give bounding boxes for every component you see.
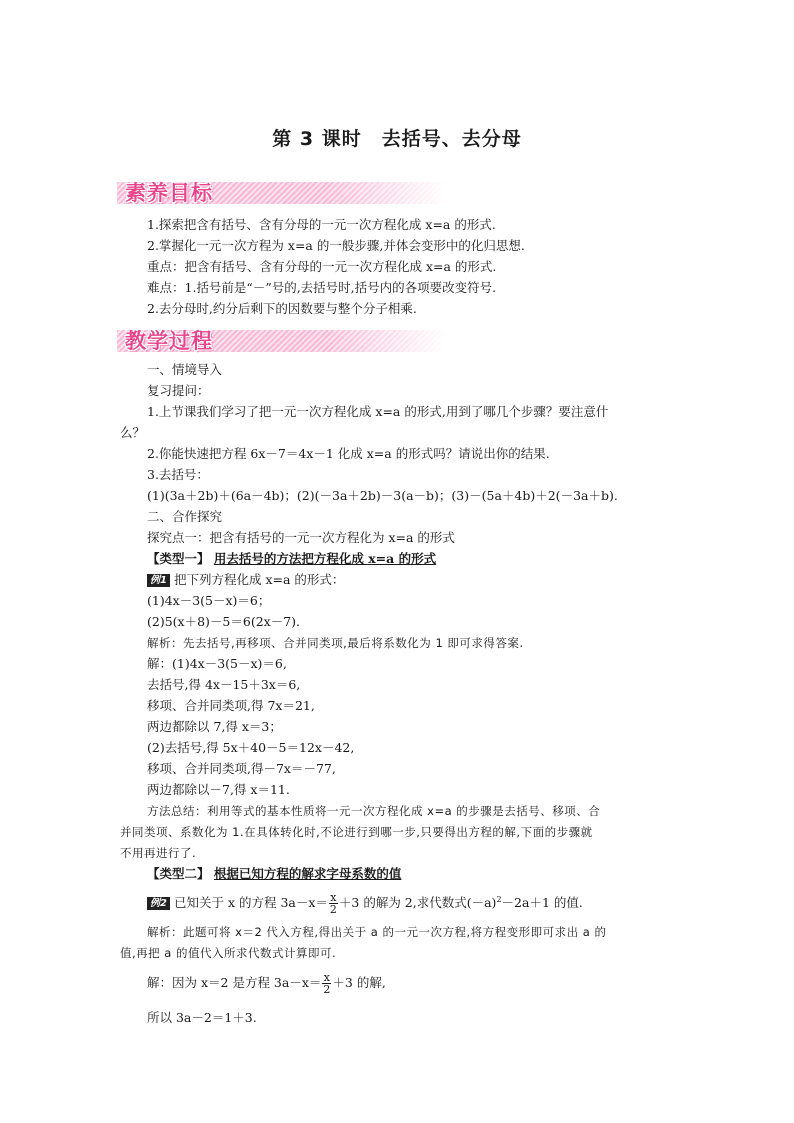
example-1-eq-2: (2)5(x＋8)－5＝6(2x－7). [147, 614, 301, 629]
example-1 [147, 572, 344, 588]
key-point: 重点：把含有括号、含有分母的一元一次方程化成 x=a 的形式. [147, 259, 497, 274]
intro-heading: 一、情境导入 [147, 362, 223, 377]
example-1-tag: 例1 [147, 574, 170, 587]
solution-2-fraction [322, 972, 331, 995]
process-banner-label: 教学过程 [125, 329, 213, 353]
type-1-title: 用去括号的方法把方程化成 x=a 的形式 [213, 551, 437, 566]
question-2: 2.你能快速把方程 6x－7＝4x－1 化成 x=a 的形式吗？请说出你的结果. [147, 446, 550, 461]
fraction-numerator: x [330, 891, 337, 905]
question-1: 1.上节课我们学习了把一元一次方程化成 x=a 的形式,用到了哪几个步骤？要注意什 [147, 404, 609, 419]
example-2-tail: －2a＋1 的值. [501, 895, 583, 911]
page-title: 第 3 课时 去括号、去分母 [272, 128, 522, 150]
difficulty-1: 难点：1.括号前是“－”号的,去括号时,括号内的各项要改变符号. [147, 280, 497, 295]
example-1-text: 把下列方程化成 x=a 的形式： [173, 572, 345, 587]
type-1-tag: 【类型一】 [147, 551, 210, 566]
difficulty-2: 2.去分母时,约分后剩下的因数要与整个分子相乘. [147, 301, 417, 316]
type-2-heading [147, 866, 401, 882]
exponent: 2 [496, 895, 502, 904]
example-2-pre: 已知关于 x 的方程 3a－x＝ [173, 895, 328, 911]
example-2-fraction [329, 892, 338, 915]
example-2 [147, 887, 583, 916]
solution-2-line-1 [147, 970, 386, 996]
explore-point-1: 探究点一：把含有括号的一元一次方程化为 x=a 的形式 [147, 530, 455, 545]
question-3: 3.去括号： [147, 467, 209, 482]
goal-2: 2.掌握化一元一次方程为 x=a 的一般步骤,并体会变形中的化归思想. [147, 238, 525, 253]
solution-step-4: 两边都除以 7,得 x＝3； [147, 719, 282, 734]
fraction-denominator: 2 [323, 983, 331, 996]
type-2-tag: 【类型二】 [147, 866, 210, 881]
goals-banner [117, 176, 447, 210]
goal-1: 1.探索把含有括号、含有分母的一元一次方程化成 x=a 的形式. [147, 217, 496, 232]
process-banner [117, 324, 447, 358]
method-summary-2: 并同类项、系数化为 1.在具体转化时,不论进行到哪一步,只要得出方程的解,下面的步骤就 [120, 825, 593, 839]
example-1-eq-1: (1)4x－3(5－x)＝6； [147, 593, 271, 608]
method-summary-1: 方法总结：利用等式的基本性质将一元一次方程化成 x=a 的步骤是去括号、移项、合 [147, 804, 601, 818]
solution-step-2: 去括号,得 4x－15＋3x＝6, [147, 677, 301, 692]
fraction-denominator: 2 [329, 903, 337, 917]
example-2-analysis-2: 值,再把 a 的值代入所求代数式计算即可. [120, 946, 337, 960]
type-1-heading [147, 551, 436, 567]
solution-2-post: ＋3 的解, [332, 975, 386, 990]
example-2-post: ＋3 的解为 2,求代数式(－a) [338, 895, 497, 911]
review-label: 复习提问： [147, 383, 210, 398]
question-1-cont: 么？ [120, 425, 146, 440]
solution-step-1: 解：(1)4x－3(5－x)＝6, [147, 656, 287, 671]
solution-2-line-2: 所以 3a－2＝1＋3. [147, 1010, 257, 1025]
solution-step-5: (2)去括号,得 5x＋40－5＝12x－42, [147, 740, 355, 755]
solution-step-7: 两边都除以－7,得 x＝11. [147, 782, 290, 797]
explore-heading: 二、合作探究 [147, 509, 223, 524]
question-3-items: (1)(3a＋2b)＋(6a－4b)；(2)(－3a＋2b)－3(a－b)；(3)－(5a＋4b)＋2(－3a＋b). [147, 488, 618, 503]
example-2-analysis-1: 解析：此题可将 x＝2 代入方程,得出关于 a 的一元一次方程,将方程变形即可求出 a 的 [147, 925, 607, 939]
method-summary-3: 不用再进行了. [120, 846, 197, 860]
solution-2-pre: 解：因为 x＝2 是方程 3a－x＝ [147, 975, 322, 990]
type-2-title: 根据已知方程的解求字母系数的值 [213, 866, 402, 881]
goals-banner-label: 素养目标 [125, 181, 213, 205]
fraction-numerator: x [323, 971, 330, 984]
solution-step-3: 移项、合并同类项,得 7x＝21, [147, 698, 315, 713]
example-1-analysis: 解析：先去括号,再移项、合并同类项,最后将系数化为 1 即可求得答案. [147, 636, 524, 650]
example-2-tag: 例2 [147, 897, 170, 910]
solution-step-6: 移项、合并同类项,得－7x＝－77, [147, 761, 336, 776]
